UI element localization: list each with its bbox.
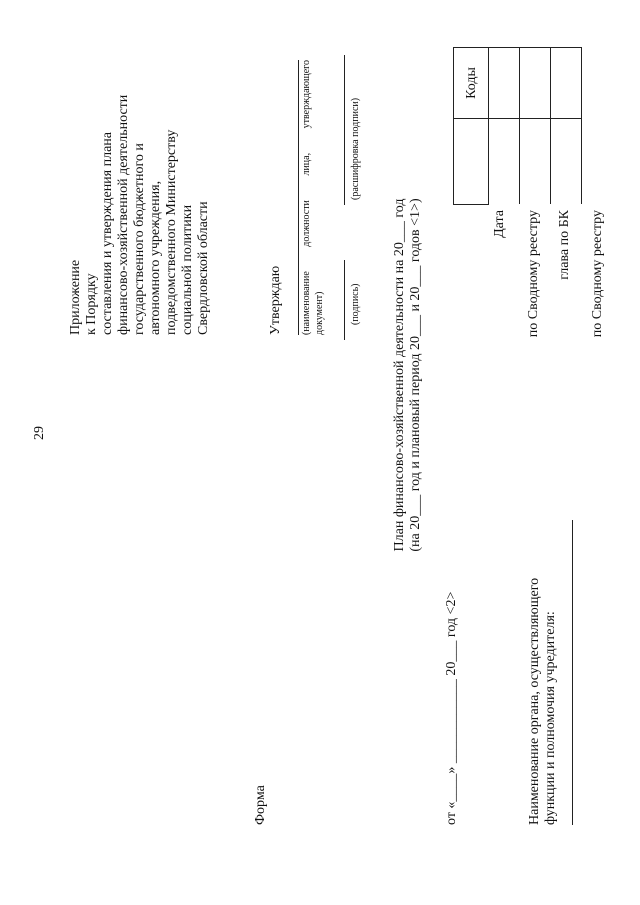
approve-title: Утверждаю bbox=[268, 265, 283, 335]
code-row-label: по Сводному реестру bbox=[526, 210, 541, 338]
appendix-line: составления и утверждения плана bbox=[100, 131, 115, 335]
code-row-label: глава по БК bbox=[557, 210, 572, 280]
signature-caption: (подпись) bbox=[350, 283, 361, 325]
appendix-line: Приложение bbox=[68, 259, 83, 335]
decoding-caption: (расшифровка подписи) bbox=[350, 97, 361, 200]
codes-header bbox=[454, 48, 489, 119]
plan-title-line1: План финансово-хозяйственной деятельности на 20___ год bbox=[392, 198, 407, 552]
appendix-line: государственного бюджетного и bbox=[132, 143, 147, 335]
codes-blank-header bbox=[454, 119, 489, 205]
code-cell bbox=[520, 48, 551, 119]
appendix-block bbox=[68, 35, 212, 335]
organ-line2: функции и полномочия учредителя: bbox=[543, 611, 558, 825]
appendix-line: к Порядку bbox=[84, 273, 99, 335]
code-row-label: Дата bbox=[492, 210, 507, 238]
date-line: от «____» ____________ 20___ год <2> bbox=[444, 591, 459, 825]
codes-table bbox=[453, 47, 582, 205]
form-label: Форма bbox=[253, 785, 268, 825]
decoding-line bbox=[344, 55, 345, 205]
code-cell bbox=[551, 48, 582, 119]
position-caption: (наименование должности лица, утверждающего bbox=[301, 60, 312, 335]
plan-title-line2: (на 20___ год и плановый период 20___ и 20___ годов <1>) bbox=[408, 198, 423, 552]
organ-underline bbox=[572, 520, 573, 825]
appendix-line: финансово-хозяйственной деятельности bbox=[116, 94, 131, 335]
page-number: 29 bbox=[32, 426, 47, 440]
signature-line bbox=[344, 260, 345, 340]
appendix-line: Свердловской области bbox=[196, 201, 211, 335]
codes-header-label: Коды bbox=[464, 67, 479, 99]
position-caption-cont: документ) bbox=[314, 291, 325, 335]
appendix-line: социальной политики bbox=[180, 204, 195, 335]
appendix-line: подведомственного Министерству bbox=[164, 129, 179, 335]
code-cell bbox=[489, 48, 520, 119]
appendix-line: автономного учреждения, bbox=[148, 180, 163, 335]
codes-spacer-cell bbox=[520, 119, 551, 205]
code-row-label: по Сводному реестру bbox=[590, 210, 605, 338]
position-line bbox=[298, 60, 299, 335]
codes-spacer-cell bbox=[489, 119, 520, 205]
organ-line1: Наименование органа, осуществляющего bbox=[527, 577, 542, 825]
codes-spacer-cell bbox=[551, 119, 582, 205]
